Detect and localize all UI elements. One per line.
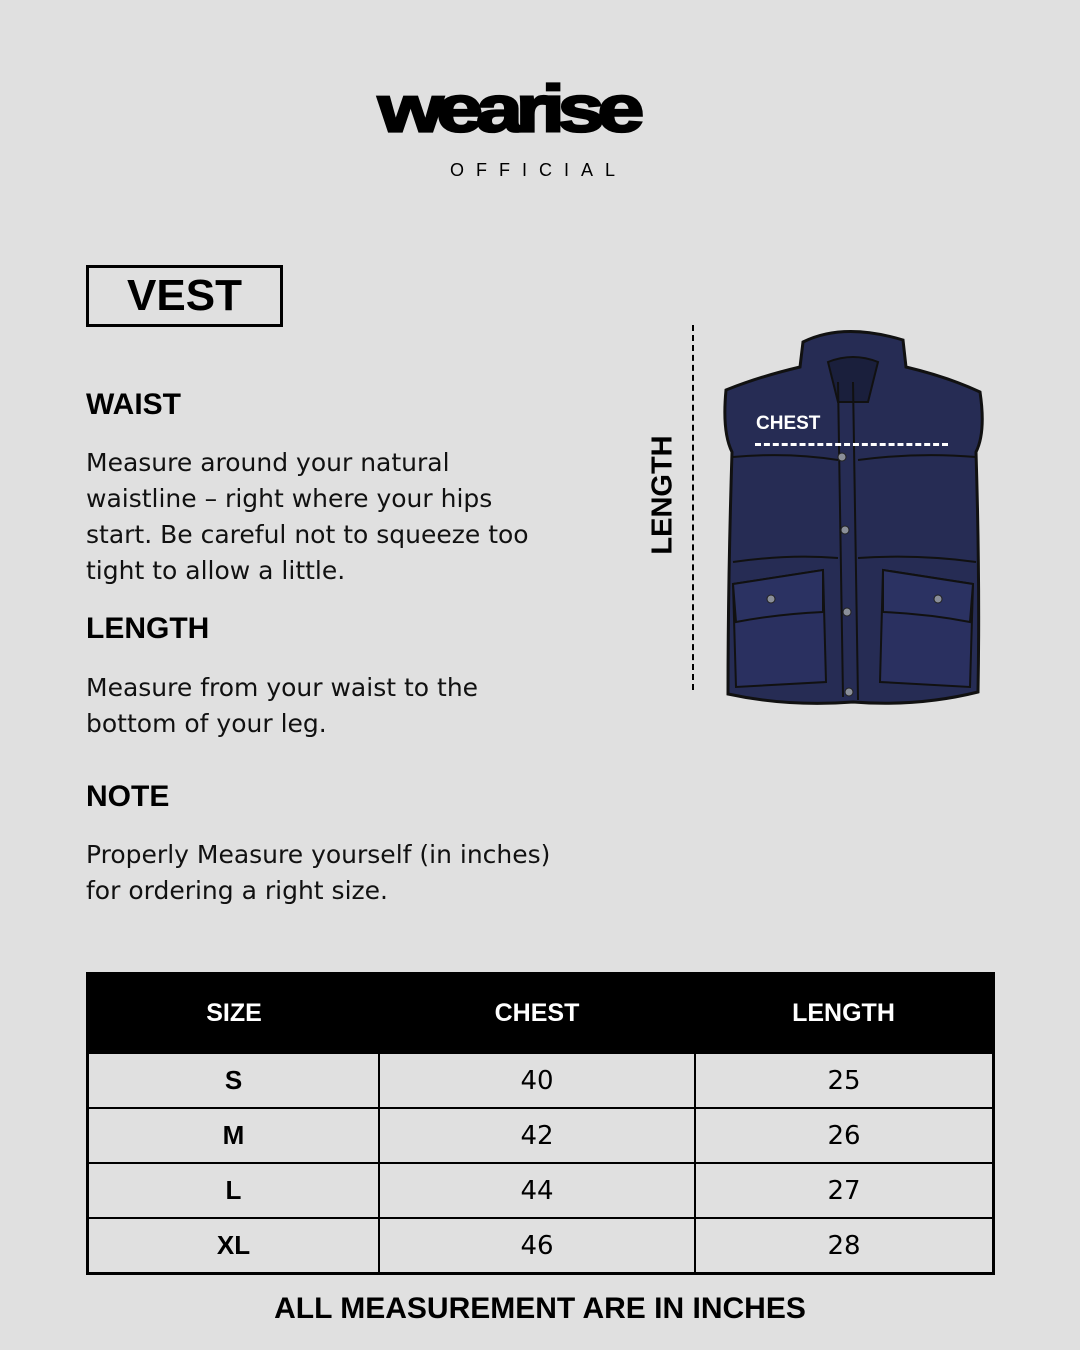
- chest-cell: 42: [379, 1108, 695, 1163]
- size-cell: L: [88, 1163, 380, 1218]
- section-text-note: Properly Measure yourself (in inches) for ordering a right size.: [86, 840, 551, 905]
- chest-cell: 40: [379, 1053, 695, 1108]
- length-cell: 27: [695, 1163, 994, 1218]
- column-header-size: SIZE: [88, 974, 380, 1054]
- size-cell: M: [88, 1108, 380, 1163]
- size-cell: XL: [88, 1218, 380, 1274]
- table-row: [88, 1163, 994, 1218]
- footer-note: ALL MEASUREMENT ARE IN INCHES: [274, 1292, 806, 1325]
- section-text-length: Measure from your waist to the bottom of your leg.: [86, 673, 479, 738]
- size-cell: S: [88, 1053, 380, 1108]
- page-title: VEST: [86, 265, 283, 327]
- table-row: [88, 1108, 994, 1163]
- brand-logo: [378, 64, 718, 194]
- length-cell: 28: [695, 1218, 994, 1274]
- chest-cell: 46: [379, 1218, 695, 1274]
- table-row: [88, 1053, 994, 1108]
- brand-name: wearise: [378, 72, 638, 146]
- length-measure-line: [692, 325, 694, 690]
- length-cell: 26: [695, 1108, 994, 1163]
- section-heading-length: LENGTH: [86, 612, 210, 645]
- brand-subtitle: OFFICIAL: [450, 160, 628, 180]
- table-header-row: [88, 974, 994, 1054]
- chest-label: CHEST: [756, 413, 821, 434]
- section-heading-note: NOTE: [86, 780, 170, 813]
- section-text-waist: Measure around your natural waistline – right where your hips start. Be careful not to squeeze too tight to allow a little.: [86, 448, 529, 585]
- column-header-chest: CHEST: [379, 974, 695, 1054]
- chest-measure-line: [755, 443, 948, 446]
- vest-illustration: [718, 322, 988, 712]
- column-header-length: LENGTH: [695, 974, 994, 1054]
- length-label: LENGTH: [646, 435, 679, 555]
- section-heading-waist: WAIST: [86, 388, 181, 421]
- chest-cell: 44: [379, 1163, 695, 1218]
- size-table: [86, 972, 995, 1275]
- length-cell: 25: [695, 1053, 994, 1108]
- table-row: [88, 1218, 994, 1274]
